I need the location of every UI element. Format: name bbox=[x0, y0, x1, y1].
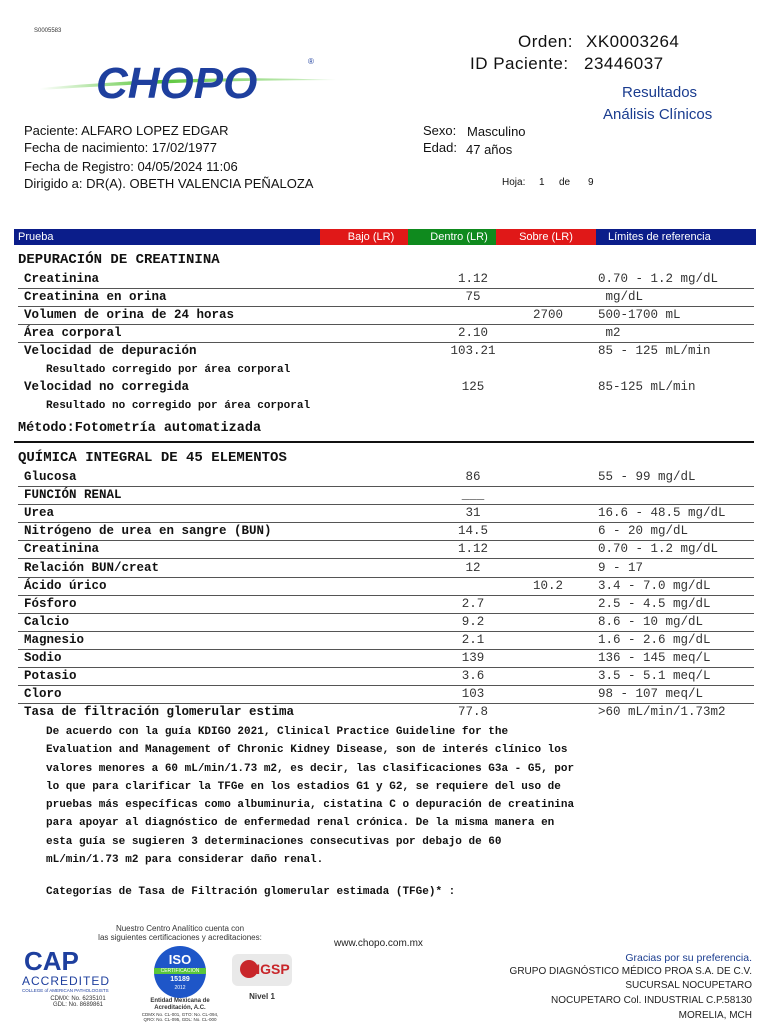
results-table-header bbox=[14, 229, 756, 245]
result-row bbox=[18, 307, 754, 325]
test-name: Cloro bbox=[24, 687, 62, 702]
value-dentro: 2.10 bbox=[457, 326, 488, 340]
branch-name: SUCURSAL NOCUPETARO bbox=[625, 980, 752, 991]
patient-id-label: ID Paciente: bbox=[470, 54, 569, 73]
value-sobre: 2700 bbox=[532, 308, 563, 322]
test-name: Fósforo bbox=[24, 596, 77, 611]
reference-range: m2 bbox=[598, 326, 621, 340]
ema-line2: Acreditación, A.C. bbox=[154, 1005, 206, 1011]
result-row bbox=[18, 686, 754, 704]
note-line: esta guía se sugieren 3 determinaciones consecutivas por debajo de 60 bbox=[46, 835, 502, 848]
sex-value: Masculino bbox=[467, 124, 526, 139]
col-bajo: Bajo (LR) bbox=[320, 229, 422, 245]
test-name: Ácido úrico bbox=[24, 578, 107, 593]
section-title-depuracion: DEPURACIÓN DE CREATININA bbox=[18, 252, 220, 268]
value-dentro: 103.21 bbox=[450, 344, 496, 358]
iso-cert: CERTIFICACION bbox=[154, 968, 206, 974]
branch-address: NOCUPETARO Col. INDUSTRIAL C.P.58130 bbox=[551, 995, 752, 1006]
result-row bbox=[18, 650, 754, 668]
ngsp-badge-icon bbox=[232, 954, 292, 986]
reference-range: 1.6 - 2.6 mg/dL bbox=[598, 632, 711, 647]
reference-range: 98 - 107 meq/L bbox=[598, 687, 704, 702]
sex-label: Sexo: bbox=[423, 123, 457, 138]
test-name: Sodio bbox=[24, 651, 62, 665]
cap-college: COLLEGE of AMERICAN PATHOLOGISTS bbox=[22, 988, 109, 993]
value-dentro: 3.6 bbox=[461, 669, 485, 684]
age-value: 47 años bbox=[466, 142, 513, 157]
page-of: de bbox=[559, 177, 571, 188]
result-row bbox=[18, 523, 754, 541]
iso-certification-logo bbox=[134, 946, 226, 1024]
col-limites: Límites de referencia bbox=[608, 231, 711, 243]
result-row bbox=[18, 271, 754, 289]
note-line: pruebas más específicas como albuminuria, cistatina C o depuración de creatinina bbox=[46, 799, 575, 812]
test-name: Velocidad de depuración bbox=[24, 344, 197, 358]
cap-accredited: ACCREDITED bbox=[22, 974, 111, 988]
test-name: Nitrógeno de urea en sangre (BUN) bbox=[24, 524, 272, 539]
result-row bbox=[18, 668, 754, 686]
value-dentro: 31 bbox=[465, 506, 481, 521]
page-total: 9 bbox=[588, 177, 594, 188]
result-row bbox=[18, 289, 754, 307]
test-name: Volumen de orina de 24 horas bbox=[24, 308, 235, 322]
result-row bbox=[18, 325, 754, 343]
chopo-logo bbox=[38, 50, 338, 112]
test-name: Glucosa bbox=[24, 470, 77, 484]
value-dentro: 1.12 bbox=[457, 542, 488, 557]
test-name: Calcio bbox=[24, 614, 70, 629]
certifications-line1: Nuestro Centro Analítico cuenta con bbox=[115, 924, 245, 933]
value-dentro: 77.8 bbox=[457, 705, 488, 720]
doctor: Dirigido a: DR(A). OBETH VALENCIA PEÑALOZA bbox=[24, 176, 314, 191]
order-label: Orden: bbox=[518, 32, 573, 51]
certifications-line2: las siguientes certificaciones y acreditaciones: bbox=[98, 933, 262, 942]
ngsp-logo bbox=[222, 954, 302, 1020]
note-line: lo que para clarificar la TFGe en los estadios G1 y G2, se requiere del uso de bbox=[46, 780, 561, 793]
results-subtitle: Análisis Clínicos bbox=[603, 106, 713, 123]
note-line: valores menores a 60 mL/min/1.73 m2, es decir, las clasificaciones G3a - G5, por bbox=[46, 762, 575, 775]
col-prueba: Prueba bbox=[18, 231, 54, 243]
reference-range: 3.5 - 5.1 meq/L bbox=[598, 669, 711, 684]
reference-range: 0.70 - 1.2 mg/dL bbox=[598, 542, 719, 557]
value-dentro: 2.7 bbox=[461, 596, 485, 611]
result-row bbox=[18, 560, 754, 578]
reference-range: 0.70 - 1.2 mg/dL bbox=[598, 272, 719, 286]
value-sobre: 10.2 bbox=[532, 578, 563, 593]
value-dentro: 103 bbox=[461, 687, 485, 702]
test-name: Urea bbox=[24, 506, 55, 521]
row-note: Resultado corregido por área corporal bbox=[46, 364, 291, 376]
section-divider bbox=[14, 441, 754, 443]
cap-title: CAP bbox=[24, 946, 79, 976]
method-label: Método:Fotometría automatizada bbox=[18, 421, 262, 436]
result-row bbox=[18, 505, 754, 523]
reference-range: mg/dL bbox=[598, 290, 644, 304]
result-row bbox=[18, 541, 754, 559]
result-row bbox=[18, 614, 754, 632]
note-line: De acuerdo con la guía KDIGO 2021, Clinical Practice Guideline for the bbox=[46, 726, 509, 738]
reference-range: 6 - 20 mg/dL bbox=[598, 524, 689, 539]
note-line: Evaluation and Management of Chronic Kidney Disease, son de interés clínico los bbox=[46, 744, 568, 757]
svg-text:®: ® bbox=[308, 57, 314, 66]
test-name: Potasio bbox=[24, 669, 77, 684]
result-row bbox=[18, 343, 754, 360]
reference-range: 85 - 125 mL/min bbox=[598, 344, 711, 358]
ema-line3: CDMX No. CL-001, GTO: No. CL-094, bbox=[141, 1012, 219, 1017]
result-row bbox=[18, 487, 754, 505]
cap-gdl: GDL: No. 8689861 bbox=[52, 1002, 104, 1008]
branch-city: MORELIA, MCH bbox=[678, 1010, 752, 1021]
test-name: Área corporal bbox=[24, 326, 122, 340]
reference-range: 85-125 mL/min bbox=[598, 380, 696, 394]
value-dentro: 12 bbox=[465, 560, 481, 575]
document-id: S0005583 bbox=[34, 28, 62, 34]
value-dentro: 9.2 bbox=[461, 614, 485, 629]
ema-line4: QRO: No. CL-095, GDL: No. CL-000 bbox=[143, 1017, 217, 1022]
value-dentro: ___ bbox=[461, 488, 485, 503]
iso-year: 2012 bbox=[174, 985, 186, 991]
col-sobre: Sobre (LR) bbox=[496, 229, 596, 245]
reference-range: 500-1700 mL bbox=[598, 308, 681, 322]
test-name: Magnesio bbox=[24, 632, 85, 647]
iso-number: 15189 bbox=[170, 976, 190, 983]
value-dentro: 125 bbox=[461, 380, 485, 394]
kdigo-note bbox=[46, 723, 646, 869]
company-name: GRUPO DIAGNÓSTICO MÉDICO PROA S.A. DE C.V. bbox=[509, 966, 752, 977]
birth-date: Fecha de nacimiento: 17/02/1977 bbox=[24, 140, 217, 155]
reference-range: 8.6 - 10 mg/dL bbox=[598, 614, 704, 629]
ngsp-level: Nivel 1 bbox=[249, 992, 275, 1001]
order-number: XK0003264 bbox=[586, 32, 680, 51]
test-name: Creatinina en orina bbox=[24, 290, 167, 304]
note-line: para apoyar al diagnóstico de enfermedad renal crónica. De la misma manera en bbox=[46, 817, 555, 830]
reference-range: 3.4 - 7.0 mg/dL bbox=[598, 578, 711, 593]
reference-range: >60 mL/min/1.73m2 bbox=[598, 705, 726, 720]
cap-cdmx: CDMX: No. 6235101 bbox=[50, 996, 106, 1002]
test-name: Creatinina bbox=[24, 542, 100, 557]
result-row bbox=[18, 632, 754, 650]
results-title: Resultados bbox=[622, 84, 698, 101]
test-name: Relación BUN/creat bbox=[24, 560, 160, 575]
page-number: 1 bbox=[539, 177, 545, 188]
col-dentro: Dentro (LR) bbox=[408, 229, 510, 245]
thanks-message: Gracias por su preferencia. bbox=[625, 952, 752, 964]
result-row bbox=[18, 469, 754, 487]
registration-date: Fecha de Registro: 04/05/2024 11:06 bbox=[24, 159, 238, 174]
reference-range: 16.6 - 48.5 mg/dL bbox=[598, 506, 726, 521]
reference-range: 55 - 99 mg/dL bbox=[598, 470, 696, 484]
ngsp-title: NGSP bbox=[250, 961, 290, 977]
value-dentro: 75 bbox=[465, 290, 481, 304]
patient-name: Paciente: ALFARO LOPEZ EDGAR bbox=[24, 123, 229, 138]
cap-accreditation-logo bbox=[22, 948, 134, 1018]
page-label: Hoja: bbox=[502, 177, 526, 188]
tfge-categories-label: Categorías de Tasa de Filtración glomerular estimada (TFGe)* : bbox=[46, 886, 456, 898]
row-note: Resultado no corregido por área corporal bbox=[46, 400, 311, 412]
reference-range: 136 - 145 meq/L bbox=[598, 651, 711, 665]
section-title-quimica: QUÍMICA INTEGRAL DE 45 ELEMENTOS bbox=[18, 450, 287, 466]
value-dentro: 2.1 bbox=[461, 632, 485, 647]
value-dentro: 86 bbox=[465, 470, 481, 484]
test-name: Velocidad no corregida bbox=[24, 380, 190, 394]
test-name: FUNCIÓN RENAL bbox=[24, 488, 122, 503]
result-row bbox=[18, 379, 754, 396]
value-dentro: 139 bbox=[461, 651, 485, 665]
svg-text:CHOPO: CHOPO bbox=[96, 59, 258, 108]
iso-seal-icon bbox=[154, 946, 206, 998]
result-row bbox=[18, 578, 754, 596]
certifications-intro bbox=[60, 924, 300, 942]
result-row bbox=[18, 704, 754, 721]
result-row bbox=[18, 596, 754, 614]
test-name: Tasa de filtración glomerular estima bbox=[24, 705, 295, 720]
age-label: Edad: bbox=[423, 140, 457, 155]
iso-title: ISO bbox=[168, 952, 192, 967]
patient-id-value: 23446037 bbox=[584, 54, 664, 73]
note-line: mL/min/1.73 m2 para considerar daño renal. bbox=[46, 854, 324, 867]
reference-range: 2.5 - 4.5 mg/dL bbox=[598, 596, 711, 611]
website[interactable]: www.chopo.com.mx bbox=[334, 938, 423, 949]
test-name: Creatinina bbox=[24, 272, 100, 286]
value-dentro: 1.12 bbox=[457, 272, 488, 286]
value-dentro: 14.5 bbox=[457, 524, 488, 539]
reference-range: 9 - 17 bbox=[598, 560, 644, 575]
ema-line1: Entidad Mexicana de bbox=[150, 998, 210, 1004]
